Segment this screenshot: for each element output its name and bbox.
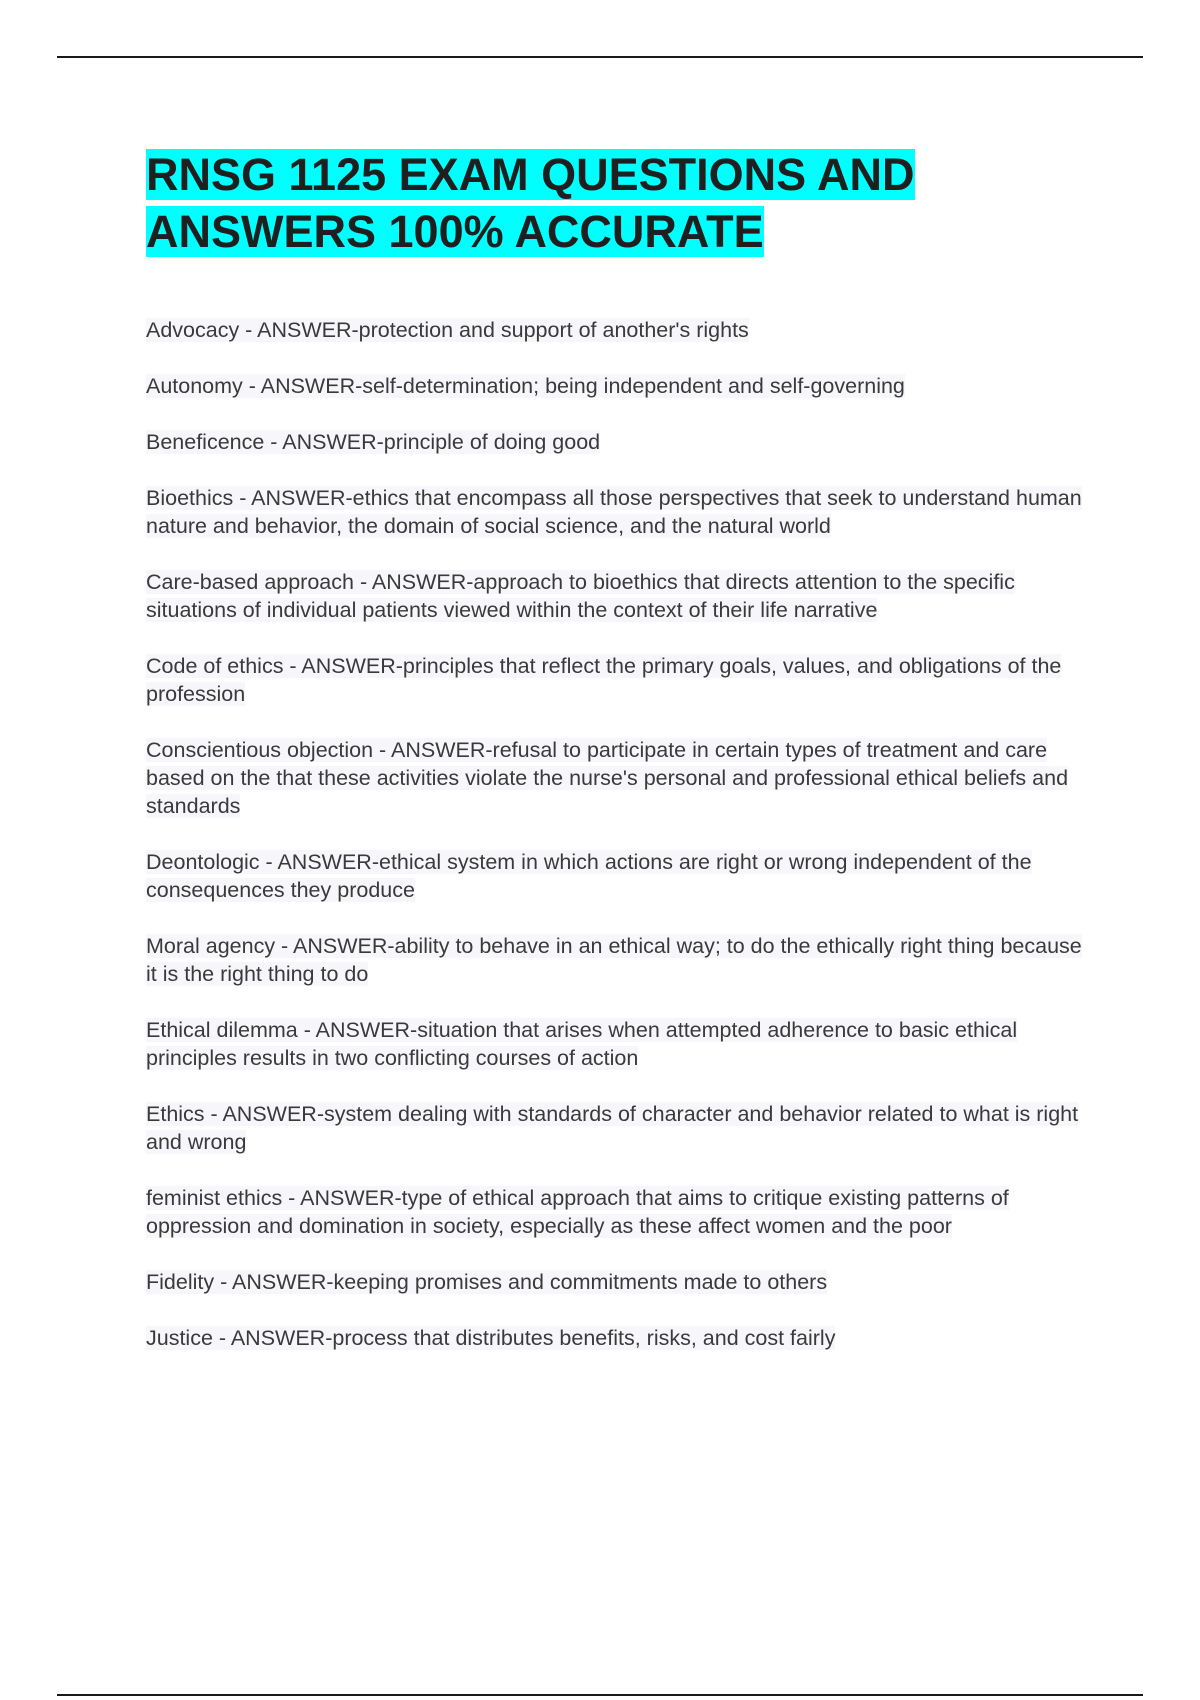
document-title xyxy=(146,146,1086,260)
list-item: Code of ethics - ANSWER-principles that reflect the primary goals, values, and obligations of the profession xyxy=(146,654,1062,706)
list-item: Moral agency - ANSWER-ability to behave in an ethical way; to do the ethically right thing because it is the right thing to do xyxy=(146,934,1082,986)
document-title-text: RNSG 1125 EXAM QUESTIONS AND ANSWERS 100% ACCURATE xyxy=(146,149,915,257)
document-body xyxy=(146,146,1086,1380)
header-rule xyxy=(57,56,1143,58)
list-item: Fidelity - ANSWER-keeping promises and commitments made to others xyxy=(146,1270,828,1294)
list-item: Conscientious objection - ANSWER-refusal to participate in certain types of treatment and care based on the that these activities violate the nurse's personal and professional ethical beliefs and standards xyxy=(146,738,1069,818)
list-item: Ethics - ANSWER-system dealing with standards of character and behavior related to what is right and wrong xyxy=(146,1102,1079,1154)
answer-list xyxy=(146,316,1086,1352)
list-item: Autonomy - ANSWER-self-determination; being independent and self-governing xyxy=(146,374,905,398)
list-item: Care-based approach - ANSWER-approach to bioethics that directs attention to the specific situations of individual patients viewed within the context of their life narrative xyxy=(146,570,1015,622)
list-item: Bioethics - ANSWER-ethics that encompass all those perspectives that seek to understand human nature and behavior, the domain of social science, and the natural world xyxy=(146,486,1082,538)
list-item: feminist ethics - ANSWER-type of ethical approach that aims to critique existing patterns of oppression and domination in society, especially as these affect women and the poor xyxy=(146,1186,1009,1238)
list-item: Justice - ANSWER-process that distributes benefits, risks, and cost fairly xyxy=(146,1326,836,1350)
footer-rule xyxy=(57,1694,1143,1696)
list-item: Ethical dilemma - ANSWER-situation that arises when attempted adherence to basic ethical principles results in two conflicting courses of action xyxy=(146,1018,1018,1070)
list-item: Advocacy - ANSWER-protection and support of another's rights xyxy=(146,318,749,342)
list-item: Deontologic - ANSWER-ethical system in which actions are right or wrong independent of the consequences they produce xyxy=(146,850,1032,902)
list-item: Beneficence - ANSWER-principle of doing good xyxy=(146,430,601,454)
